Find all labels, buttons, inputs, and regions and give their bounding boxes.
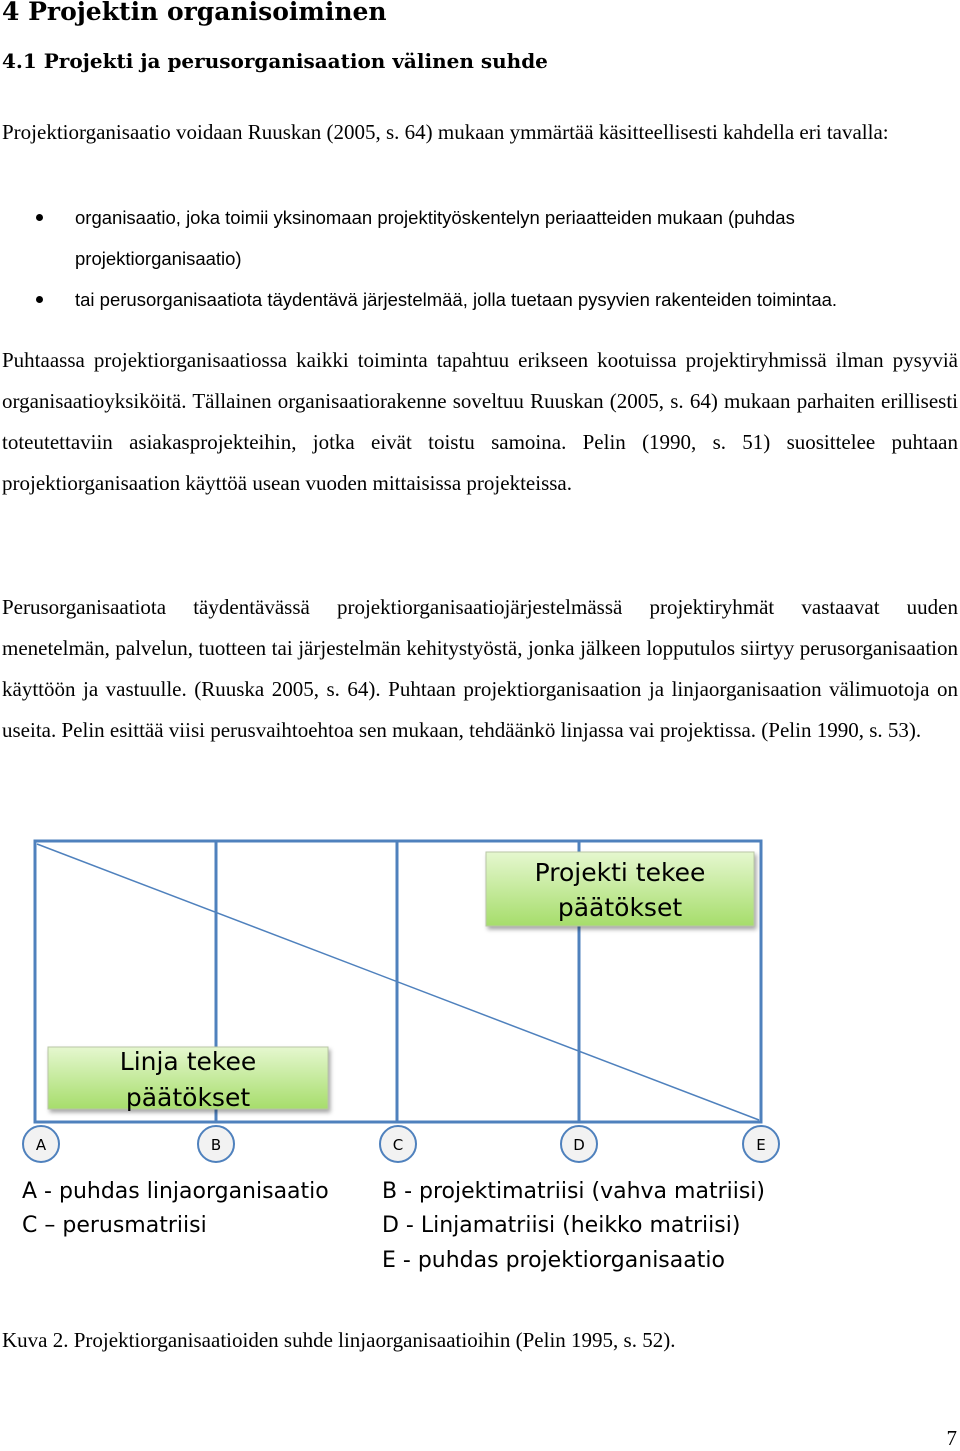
bullet-icon xyxy=(36,214,43,221)
svg-text:C: C xyxy=(392,1136,404,1154)
bullet-icon xyxy=(36,296,43,303)
marker-b xyxy=(198,1126,234,1162)
svg-text:D: D xyxy=(573,1136,585,1154)
bullet-item-1: organisaatio, joka toimii yksinomaan projektityöskentelyn periaatteiden mukaan (puhdas projektiorganisaatio) xyxy=(75,207,795,269)
legend-d: D - Linjamatriisi (heikko matriisi) xyxy=(382,1213,741,1238)
marker-e xyxy=(743,1126,779,1162)
organisation-diagram xyxy=(0,830,960,1290)
page-number: 7 xyxy=(946,1426,957,1450)
line-box-line2: päätökset xyxy=(125,1083,251,1112)
marker-a xyxy=(23,1126,59,1162)
figure-caption: Kuva 2. Projektiorganisaatioiden suhde linjaorganisaatioihin (Pelin 1995, s. 52). xyxy=(2,1328,676,1352)
line-box-line1: Linja tekee xyxy=(119,1047,257,1076)
paragraph-supplementary: Perusorganisaatiota täydentävässä projektiorganisaatiojärjestelmässä projektiryhmät vastaavat uuden menetelmän, palvelun, tuotteen tai järjestelmän kehitystyöstä, jonka jälkeen lopputulos siirtyy perusorganisaation käyttöön ja vastuulle. (Ruuska 2005, s. 64). Puhtaan projektiorganisaation ja linjaorganisaation välimuotoja on useita. Pelin esittää viisi perusvaihtoehtoa sen mukaan, tehdäänkö linjassa vai projektissa. (Pelin 1990, s. 53). xyxy=(2,595,958,742)
svg-text:A: A xyxy=(35,1136,47,1154)
project-box-line2: päätökset xyxy=(557,893,683,922)
legend-a: A - puhdas linjaorganisaatio xyxy=(22,1179,329,1204)
legend-b: B - projektimatriisi (vahva matriisi) xyxy=(382,1179,765,1204)
svg-text:E: E xyxy=(756,1136,766,1154)
chapter-heading: 4 Projektin organisoiminen xyxy=(2,0,387,26)
marker-d xyxy=(561,1126,597,1162)
project-decides-box xyxy=(486,852,754,926)
bullet-item-2: tai perusorganisaatiota täydentävä järjestelmää, jolla tuetaan pysyvien rakenteiden toimintaa. xyxy=(75,289,838,310)
svg-text:B: B xyxy=(210,1136,222,1154)
line-decides-box xyxy=(48,1047,328,1112)
paragraph-pure-project: Puhtaassa projektiorganisaatiossa kaikki toiminta tapahtuu erikseen kootuissa projektiryhmissä ilman pysyviä organisaatioyksiköitä. Tällainen organisaatiorakenne soveltuu Ruuskan (2005, s. 64) mukaan parhaiten erillisesti toteutettaviin asiakasprojekteihin, jotka eivät toistu samoina. Pelin (1990, s. 51) suosittelee puhtaan projektiorganisaation käyttöä usean vuoden mittaisissa projekteissa. xyxy=(2,348,958,495)
project-box-line1: Projekti tekee xyxy=(534,858,706,887)
marker-c xyxy=(380,1126,416,1162)
legend-c: C – perusmatriisi xyxy=(22,1213,207,1238)
paragraph-intro: Projektiorganisaatio voidaan Ruuskan (2005, s. 64) mukaan ymmärtää käsitteellisesti kahdella eri tavalla: xyxy=(2,120,889,144)
legend-e: E - puhdas projektiorganisaatio xyxy=(382,1248,725,1273)
section-heading: 4.1 Projekti ja perusorganisaation välinen suhde xyxy=(2,49,548,73)
